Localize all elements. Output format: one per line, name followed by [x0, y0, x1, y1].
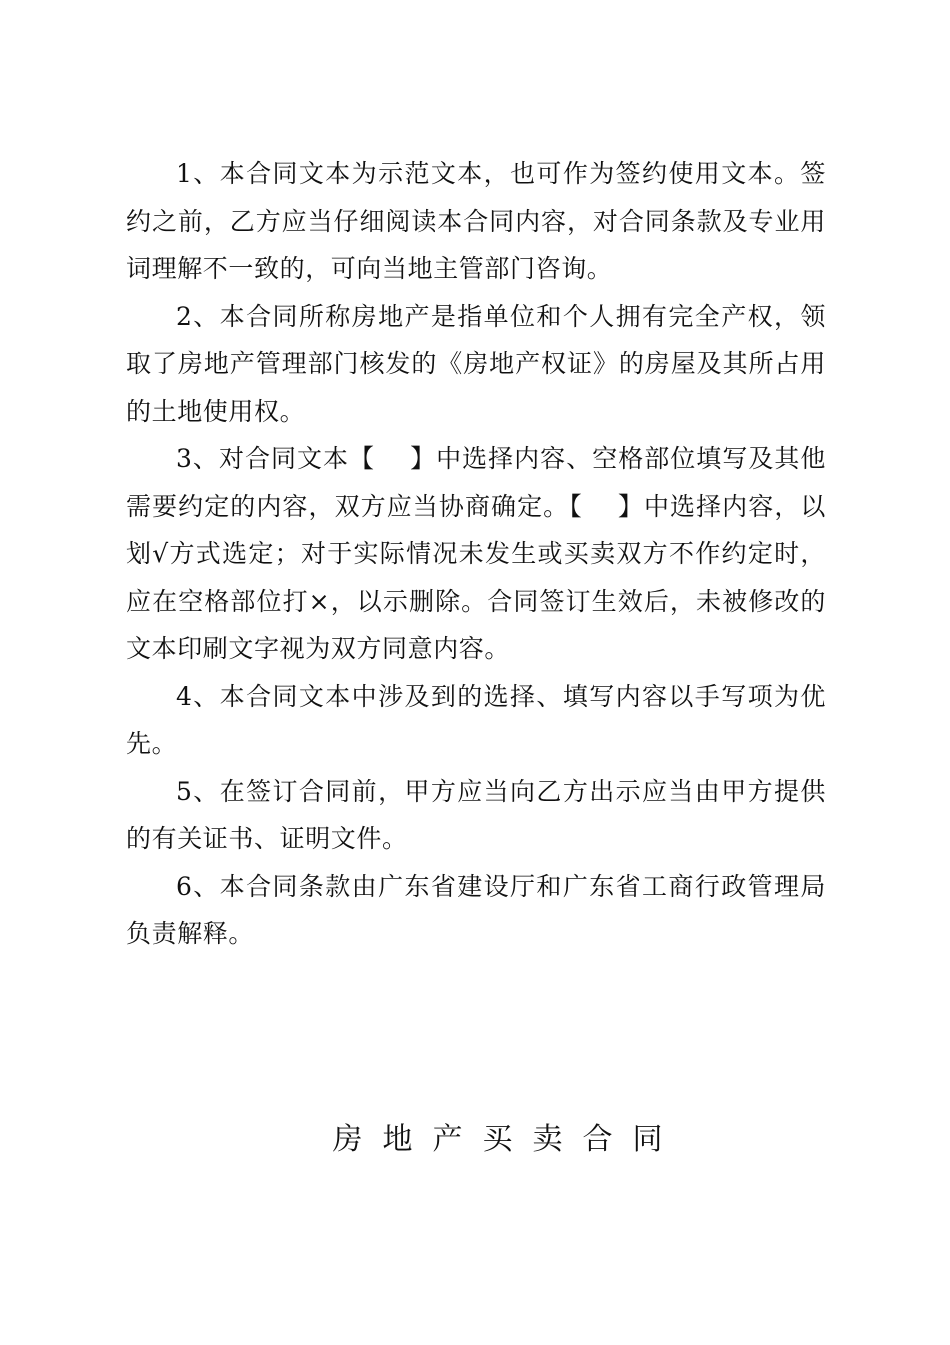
instruction-item-6: 6、本合同条款由广东省建设厅和广东省工商行政管理局负责解释。: [126, 871, 826, 948]
instruction-item-3: 3、对合同文本【 】中选择内容、空格部位填写及其他需要约定的内容，双方应当协商确定。【 】中选择内容，以划√方式选定；对于实际情况未发生或买卖双方不作约定时，应在空格部位打×，以示删除。合同签订生效后，未被修改的文本印刷文字视为双方同意内容。: [126, 444, 826, 663]
instruction-item-1: 1、本合同文本为示范文本，也可作为签约使用文本。签约之前，乙方应当仔细阅读本合同内容，对合同条款及专业用词理解不一致的，可向当地主管部门咨询。: [126, 159, 826, 283]
instruction-item-2: 2、本合同所称房地产是指单位和个人拥有完全产权，领取了房地产管理部门核发的《房地产权证》的房屋及其所占用的土地使用权。: [126, 301, 826, 426]
instruction-item-4: 4、本合同文本中涉及到的选择、填写内容以手写项为优先。: [126, 681, 826, 758]
instructions-section: [126, 150, 826, 958]
instruction-item-5: 5、在签订合同前，甲方应当向乙方出示应当由甲方提供的有关证书、证明文件。: [126, 776, 826, 853]
document-title: 房地产买卖合同: [332, 1122, 683, 1157]
